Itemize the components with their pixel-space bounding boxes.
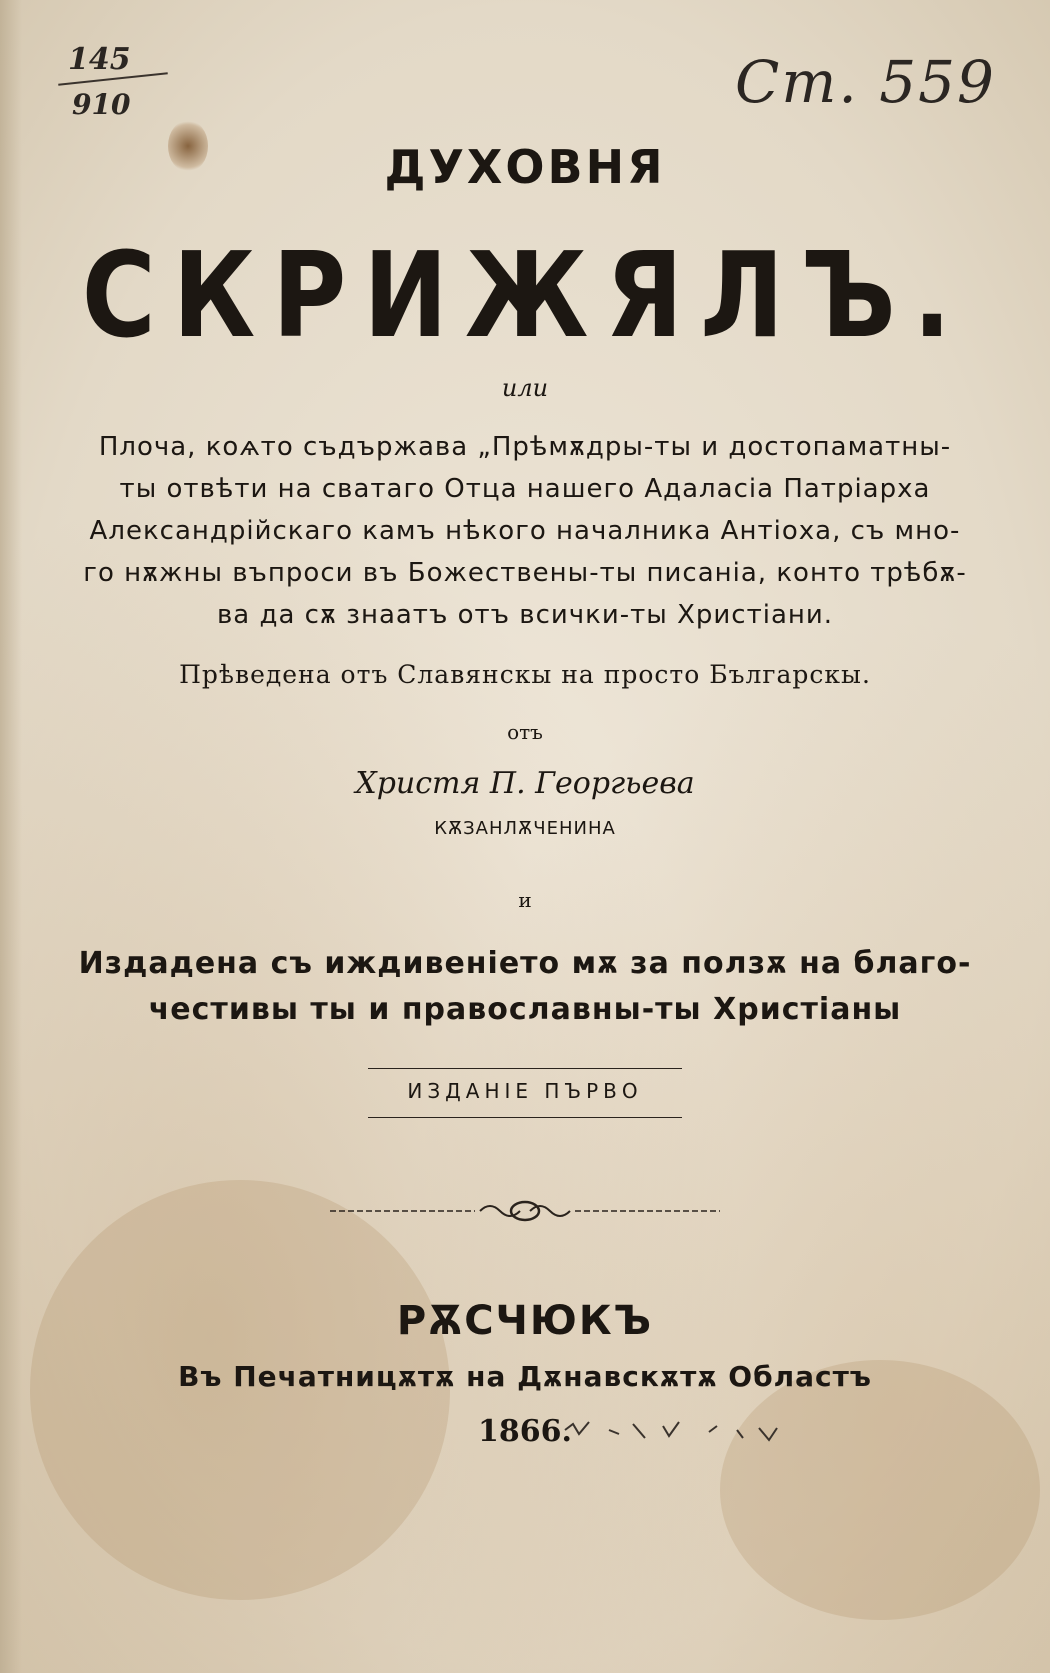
description-line: Плоча, коѧто съдържава „Прѣмѫдры-ты и достопаматны- — [98, 432, 952, 462]
from-word: отъ — [507, 720, 543, 744]
publication-line: Издадена съ иждивеніето мѫ за ползѫ на благо- — [78, 946, 972, 981]
author-name: Христя П. Георгьева — [355, 766, 695, 801]
pen-scribble — [560, 1410, 860, 1450]
edition-box — [368, 1068, 682, 1118]
place-of-print: РѪСЧЮКЪ — [396, 1298, 654, 1344]
publication-line: честивы ты и православны-ты Христіаны — [148, 992, 902, 1027]
description-line: ты отвѣти на сватаго Отца нашего Адаласіа Патріарха — [119, 474, 931, 504]
publication-year: 1866. — [478, 1414, 572, 1449]
title-line-2: СКРИЖЯЛЪ. — [81, 226, 969, 364]
and-word: и — [518, 888, 532, 912]
description-line: Александрійскаго камъ нѣкого началника Антіоха, съ мно- — [89, 516, 961, 546]
description-line: ва да сѫ знаатъ отъ всички-ты Христіани. — [216, 600, 834, 630]
handwritten-shelfmark: Ст. 559 — [735, 48, 996, 116]
printing-house: Въ Печатницѫтѫ на Дѫнавскѫтѫ Областъ — [178, 1360, 872, 1393]
ornament-divider — [330, 1196, 720, 1226]
water-stain — [720, 1360, 1040, 1620]
title-line-1: ДУХОВНЯ — [384, 140, 666, 194]
or-word: или — [501, 374, 549, 402]
handwritten-number-bottom: 910 — [72, 88, 131, 121]
handwritten-number-top: 145 — [68, 42, 131, 77]
description-line: го нѫжны въпроси въ Божествены-ты писаніа, конто трѣбѫ- — [83, 558, 967, 588]
author-origin: КѪЗАНЛѪЧЕНИНА — [434, 818, 616, 839]
edition-label: ИЗДАНІЕ ПЪРВО — [407, 1079, 643, 1103]
translation-note: Прѣведена отъ Славянскы на просто Българскы. — [179, 660, 871, 689]
